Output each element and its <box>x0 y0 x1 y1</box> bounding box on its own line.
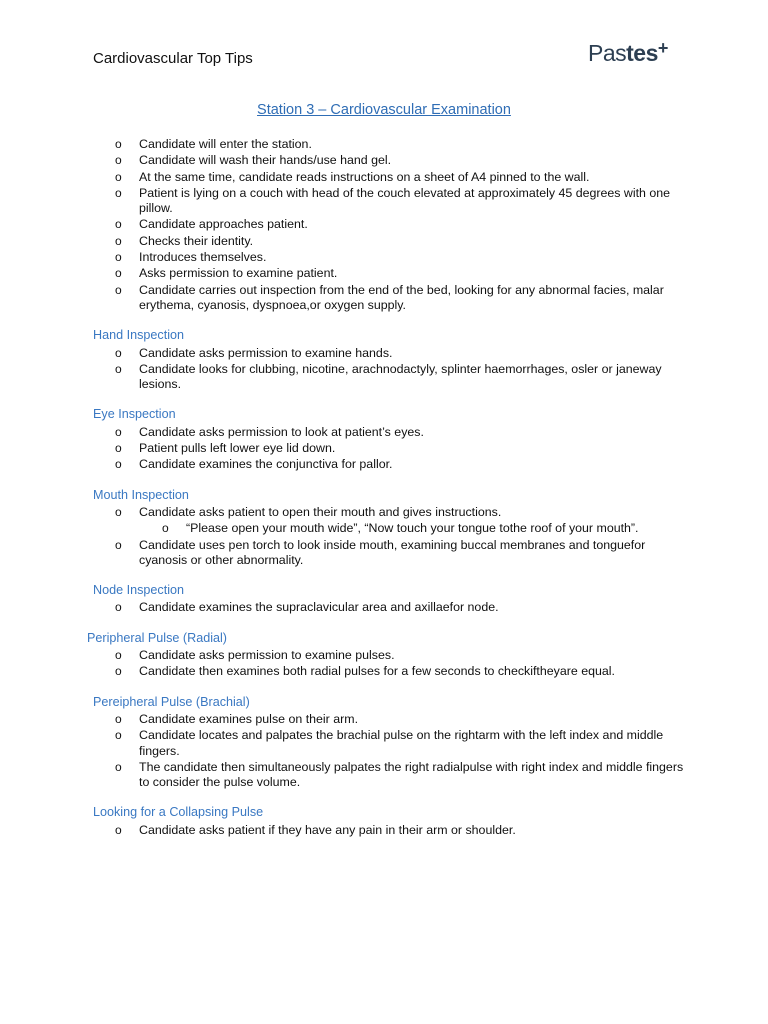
bullet-icon: o <box>115 441 122 456</box>
list-item: o Candidate examines the supraclavicular area and axillaefor node. <box>115 600 499 615</box>
pastest-logo <box>588 40 668 67</box>
bullet-icon: o <box>162 521 169 536</box>
bullet-icon: o <box>115 711 122 726</box>
list-item: o Candidate asks patient if they have any pain in their arm or shoulder. <box>115 822 516 837</box>
bullet-icon: o <box>115 537 122 552</box>
logo-plus: + <box>657 38 668 58</box>
list-item: o Candidate asks permission to look at patient’s eyes. <box>115 424 424 439</box>
station-title: Station 3 – Cardiovascular Examination <box>257 102 511 118</box>
brachial-list <box>0 712 768 790</box>
collapsing-list <box>0 823 768 838</box>
bullet-icon: o <box>115 153 122 168</box>
section-heading-mouth: Mouth Inspection <box>93 487 189 502</box>
list-item: o Candidate asks permission to examine pulses. <box>115 648 395 663</box>
header-title: Cardiovascular Top Tips <box>93 50 253 67</box>
bullet-icon: o <box>115 185 122 200</box>
section-heading-collapsing: Looking for a Collapsing Pulse <box>93 805 264 820</box>
bullet-icon: o <box>115 266 122 281</box>
hand-list <box>0 346 768 393</box>
bullet-icon: o <box>115 345 122 360</box>
list-item: o Asks permission to examine patient. <box>115 266 338 281</box>
list-item: o Candidate examines pulse on their arm. <box>115 711 359 726</box>
bullet-icon: o <box>115 600 122 615</box>
bullet-icon: o <box>115 361 122 376</box>
bullet-icon: o <box>115 648 122 663</box>
list-item: o Checks their identity. <box>115 233 254 248</box>
sub-list-item: o “Please open your mouth wide”, “Now touch your tongue tothe roof of your mouth”. <box>162 521 639 536</box>
list-item: o Candidate asks patient to open their mouth and gives instructions. <box>115 504 502 519</box>
document-body <box>0 137 768 839</box>
section-heading-brachial: Pereipheral Pulse (Brachial) <box>93 694 250 709</box>
list-item: o At the same time, candidate reads instructions on a sheet of A4 pinned to the wall. <box>115 169 590 184</box>
section-heading-node: Node Inspection <box>93 583 185 598</box>
list-item: o Candidate approaches patient. <box>115 217 308 232</box>
list-item: o Candidate then examines both radial pulses for a few seconds to checkiftheyare equal. <box>115 664 615 679</box>
bullet-icon: o <box>115 282 122 297</box>
section-heading-radial: Peripheral Pulse (Radial) <box>87 630 227 645</box>
eye-list <box>0 425 768 473</box>
intro-list <box>0 137 768 313</box>
mouth-list <box>0 505 768 568</box>
section-heading-hand: Hand Inspection <box>93 328 185 343</box>
list-item: o Candidate uses pen torch to look inside mouth, examining buccal membranes and tonguefor cyanosis or other abnormality. <box>115 537 646 567</box>
bullet-icon: o <box>115 504 122 519</box>
list-item: o Candidate locates and palpates the brachial pulse on the rightarm with the left index and middle fingers. <box>115 728 664 758</box>
logo-part-2: tes <box>626 40 658 66</box>
logo-part-1: Pas <box>588 40 627 66</box>
bullet-icon: o <box>115 137 122 151</box>
bullet-icon: o <box>115 457 122 472</box>
list-item: o Patient is lying on a couch with head of the couch elevated at approximately 45 degrees with one pillow. <box>115 185 671 216</box>
list-item: o Candidate examines the conjunctiva for pallor. <box>115 457 393 472</box>
list-item: o Introduces themselves. <box>115 250 267 265</box>
list-item: o Patient pulls left lower eye lid down. <box>115 441 336 456</box>
bullet-icon: o <box>115 759 122 774</box>
list-item: o Candidate will wash their hands/use hand gel. <box>115 153 392 168</box>
bullet-icon: o <box>115 424 122 439</box>
bullet-icon: o <box>115 250 122 265</box>
list-item: o The candidate then simultaneously palpates the right radialpulse with right index and middle fingers to consider the pulse volume. <box>115 759 684 790</box>
bullet-icon: o <box>115 728 122 743</box>
section-heading-eye: Eye Inspection <box>93 407 176 422</box>
bullet-icon: o <box>115 217 122 232</box>
bullet-icon: o <box>115 822 122 837</box>
list-item: o Candidate will enter the station. <box>115 137 312 151</box>
list-item: o Candidate carries out inspection from the end of the bed, looking for any abnormal facies, malar erythema, cyanosis, dyspnoea,or oxygen supply. <box>115 282 664 312</box>
bullet-icon: o <box>115 169 122 184</box>
bullet-icon: o <box>115 233 122 248</box>
list-item: o Candidate looks for clubbing, nicotine, arachnodactyly, splinter haemorrhages, osler or janeway lesions. <box>115 361 662 392</box>
node-list <box>0 600 768 615</box>
list-item: o Candidate asks permission to examine hands. <box>115 345 393 360</box>
radial-list <box>0 648 768 680</box>
bullet-icon: o <box>115 664 122 679</box>
